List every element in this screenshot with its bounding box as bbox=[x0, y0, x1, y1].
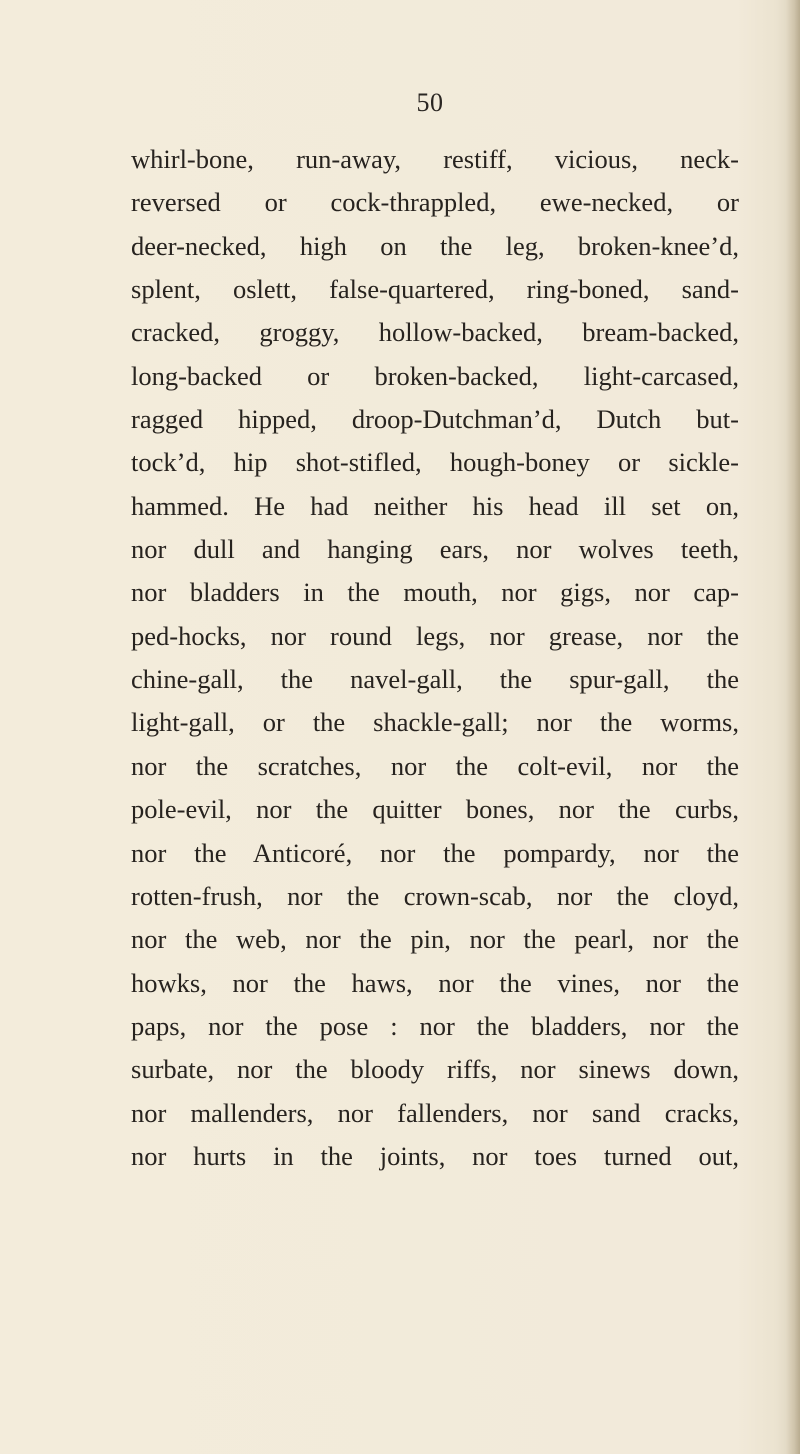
text-line: nor the scratches, nor the colt-evil, nor the bbox=[131, 750, 739, 781]
page-edge-shadow bbox=[786, 0, 800, 1454]
text-line: nor hurts in the joints, nor toes turned out, bbox=[131, 1140, 739, 1171]
text-line: tock’d, hip shot-stifled, hough-boney or sickle- bbox=[131, 447, 739, 478]
text-line: cracked, groggy, hollow-backed, bream-backed, bbox=[131, 317, 739, 348]
text-line: ragged hipped, droop-Dutchman’d, Dutch but- bbox=[131, 404, 739, 435]
text-line: reversed or cock-thrappled, ewe-necked, or bbox=[131, 187, 739, 218]
body-text bbox=[131, 138, 739, 1178]
text-line: paps, nor the pose : nor the bladders, nor the bbox=[131, 1010, 739, 1041]
page-number: 50 bbox=[416, 88, 444, 117]
text-line: pole-evil, nor the quitter bones, nor the curbs, bbox=[131, 794, 739, 825]
text-line: long-backed or broken-backed, light-carcased, bbox=[131, 360, 739, 391]
text-line: hammed. He had neither his head ill set on, bbox=[131, 490, 739, 521]
text-line: rotten-frush, nor the crown-scab, nor the cloyd, bbox=[131, 880, 739, 911]
text-line: chine-gall, the navel-gall, the spur-gall, the bbox=[131, 664, 739, 695]
text-line: ped-hocks, nor round legs, nor grease, nor the bbox=[131, 620, 739, 651]
text-line: nor bladders in the mouth, nor gigs, nor cap- bbox=[131, 577, 739, 608]
text-line: nor dull and hanging ears, nor wolves teeth, bbox=[131, 534, 739, 565]
text-line: surbate, nor the bloody riffs, nor sinews down, bbox=[131, 1054, 739, 1085]
text-line: light-gall, or the shackle-gall; nor the worms, bbox=[131, 707, 739, 738]
text-line: howks, nor the haws, nor the vines, nor the bbox=[131, 967, 739, 998]
text-line: whirl-bone, run-away, restiff, vicious, neck- bbox=[131, 144, 739, 174]
text-line: nor the web, nor the pin, nor the pearl, nor the bbox=[131, 924, 739, 955]
text-line: splent, oslett, false-quartered, ring-boned, sand- bbox=[131, 274, 739, 305]
text-line: nor the Anticoré, nor the pompardy, nor the bbox=[131, 837, 739, 868]
text-line: deer-necked, high on the leg, broken-knee’d, bbox=[131, 230, 739, 261]
text-line: nor mallenders, nor fallenders, nor sand cracks, bbox=[131, 1097, 739, 1128]
